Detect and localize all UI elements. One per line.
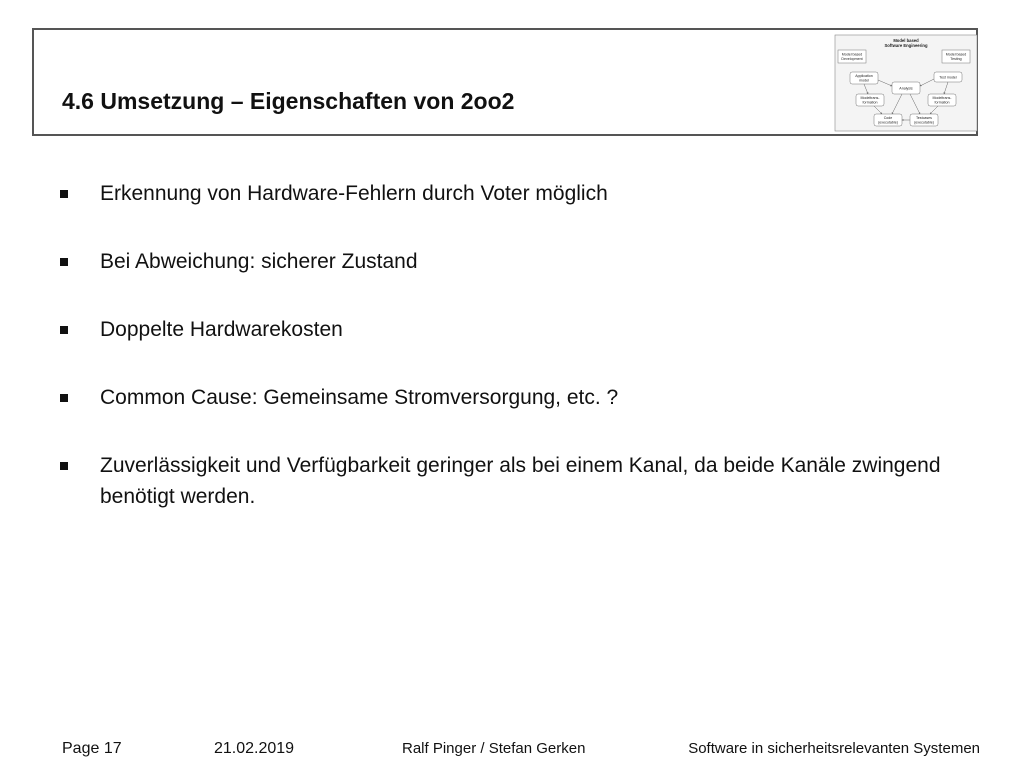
node-testcases-label-1: Testcases [916, 116, 932, 120]
square-bullet-icon [60, 326, 68, 334]
node-mbt-label-1: Model based [945, 52, 967, 57]
node-test-model-label: Test model [939, 75, 957, 80]
diagram-title-1: Model based [893, 38, 919, 43]
node-mbd-label-2: Development [841, 57, 863, 61]
node-mbd-label-1: Model based [841, 52, 863, 57]
node-transform-left-label-2: formation [862, 100, 878, 105]
footer-date: 21.02.2019 [214, 740, 295, 757]
node-transform-right-label-2: formation [934, 100, 950, 105]
node-transform-right-label-1: Modeltrans- [932, 96, 952, 100]
slide-title: 4.6 Umsetzung – Eigenschaften von 2oo2 [62, 88, 515, 114]
square-bullet-icon [60, 190, 68, 198]
bullet-text: Erkennung von Hardware-Fehlern durch Voter möglich [100, 182, 608, 205]
bullet-item [60, 382, 960, 413]
square-bullet-icon [60, 462, 68, 470]
footer [0, 736, 1024, 766]
square-bullet-icon [60, 258, 68, 266]
node-app-model-label-2: model [859, 78, 869, 83]
node-transform-left-label-1: Modeltrans- [860, 96, 880, 100]
footer-course-title: Software in sicherheitsrelevanten Systemen [688, 740, 980, 757]
bullet-list [60, 178, 960, 549]
bullet-text: Common Cause: Gemeinsame Stromversorgung, etc. ? [100, 386, 619, 409]
footer-authors: Ralf Pinger / Stefan Gerken [402, 740, 586, 757]
bullet-text: Doppelte Hardwarekosten [100, 318, 343, 341]
node-code-label-1: Code [883, 116, 893, 120]
square-bullet-icon [60, 394, 68, 402]
title-frame [32, 28, 978, 136]
bullet-text: Zuverlässigkeit und Verfügbarkeit geringer als bei einem Kanal, da beide Kanäle zwingend benötigt werden. [100, 454, 941, 508]
page-number: Page 17 [62, 740, 122, 757]
bullet-item [60, 178, 960, 209]
diagram-title-2: Software Engineering [884, 43, 928, 48]
node-mbt-label-2: Testing [950, 57, 962, 61]
bullet-text: Bei Abweichung: sicherer Zustand [100, 250, 418, 273]
bullet-item [60, 246, 960, 277]
mbse-diagram [834, 34, 978, 132]
node-testcases-label-2: (executable) [914, 120, 934, 125]
node-app-model-label-1: Application [855, 74, 873, 78]
bullet-item [60, 450, 960, 512]
node-analysis-label: Analysis [899, 86, 913, 91]
bullet-item [60, 314, 960, 345]
node-code-label-2: (executable) [878, 120, 898, 125]
